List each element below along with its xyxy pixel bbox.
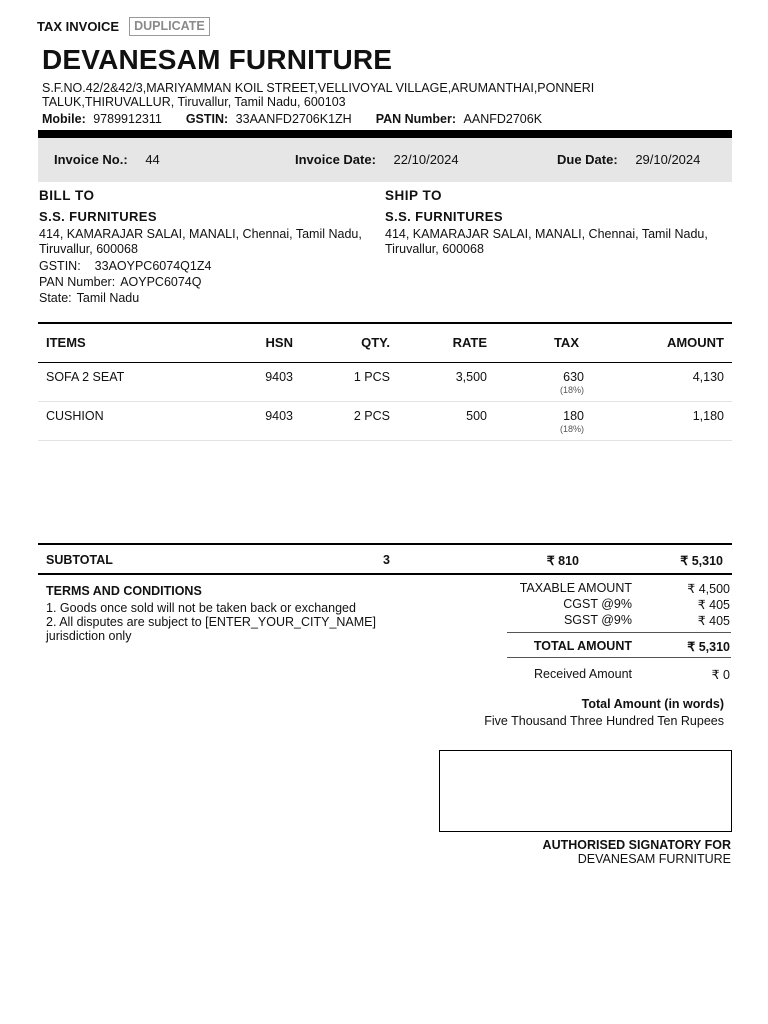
total-value: ₹ 5,310	[687, 640, 730, 654]
pan-value: AANFD2706K	[463, 112, 543, 126]
sgst-row	[480, 613, 732, 629]
bill-to-state-value: Tamil Nadu	[76, 291, 140, 305]
subtotal-qty: 3	[383, 553, 390, 567]
amount-in-words	[484, 696, 724, 730]
ship-to-section	[385, 188, 715, 258]
bill-to-address: 414, KAMARAJAR SALAI, MANALI, Chennai, Tamil Nadu, Tiruvallur, 600068	[39, 227, 362, 256]
bill-to-state	[39, 290, 369, 306]
summary-divider	[507, 632, 731, 633]
item-tax-value: 180	[563, 408, 584, 423]
bill-to-gstin-label: GSTIN:	[39, 259, 81, 273]
bill-to-pan-value: AOYPC6074Q	[120, 275, 202, 289]
table-row	[38, 401, 732, 440]
item-tax	[495, 362, 587, 401]
mobile-value: 9789912311	[93, 112, 162, 126]
signatory-company: DEVANESAM FURNITURE	[577, 852, 731, 866]
rate-header: RATE	[398, 323, 495, 362]
bill-to-name: S.S. FURNITURES	[39, 209, 157, 224]
sgst-value: ₹ 405	[697, 614, 730, 628]
bill-to-gstin-value: 33AOYPC6074Q1Z4	[94, 259, 212, 273]
pan-label: PAN Number:	[375, 112, 457, 126]
bill-to-state-label: State:	[39, 291, 72, 305]
subtotal-row	[38, 543, 732, 575]
item-tax-value: 630	[563, 369, 584, 384]
amount-in-words-value: Five Thousand Three Hundred Ten Rupees	[484, 714, 724, 728]
received-label: Received Amount	[534, 667, 632, 681]
item-rate: 500	[398, 401, 495, 440]
item-name: CUSHION	[38, 401, 243, 440]
signatory-label	[543, 838, 731, 866]
table-row	[38, 362, 732, 401]
cgst-label: CGST @9%	[563, 597, 632, 611]
invoice-number	[54, 152, 160, 167]
company-ids	[42, 112, 566, 126]
amount-header: AMOUNT	[587, 323, 732, 362]
received-row	[480, 667, 732, 683]
terms-section	[46, 584, 376, 643]
item-tax-percent: (18%)	[559, 384, 584, 395]
invoice-date-value: 22/10/2024	[393, 152, 459, 167]
item-amount: 1,180	[587, 401, 732, 440]
item-qty: 1 PCS	[301, 362, 398, 401]
subtotal-tax: ₹ 810	[546, 554, 579, 568]
invoice-number-label: Invoice No.:	[54, 152, 128, 167]
company-name: DEVANESAM FURNITURE	[42, 44, 393, 75]
ship-to-address: 414, KAMARAJAR SALAI, MANALI, Chennai, Tamil Nadu, Tiruvallur, 600068	[385, 227, 708, 256]
copy-badge: DUPLICATE	[129, 17, 210, 36]
taxable-label: TAXABLE AMOUNT	[519, 581, 632, 595]
mobile-label: Mobile:	[42, 112, 86, 126]
signatory-title: AUTHORISED SIGNATORY FOR	[542, 838, 731, 852]
invoice-meta-bar	[38, 138, 732, 182]
sgst-label: SGST @9%	[563, 613, 632, 627]
terms-line-2: 2. All disputes are subject to [ENTER_YOUR_CITY_NAME] jurisdiction only	[46, 615, 376, 643]
gstin-label: GSTIN:	[185, 112, 229, 126]
item-name: SOFA 2 SEAT	[38, 362, 243, 401]
document-header	[37, 16, 210, 36]
items-header-row	[38, 323, 732, 362]
invoice-date-label: Invoice Date:	[295, 152, 376, 167]
subtotal-label: SUBTOTAL	[46, 553, 113, 567]
tax-header: TAX	[495, 323, 587, 362]
cgst-row	[480, 597, 732, 613]
item-rate: 3,500	[398, 362, 495, 401]
subtotal-amount: ₹ 5,310	[680, 554, 723, 568]
header-divider	[38, 130, 732, 138]
document-type: TAX INVOICE	[37, 18, 120, 34]
item-hsn: 9403	[243, 362, 301, 401]
bill-to-gstin	[39, 258, 369, 274]
summary-divider	[507, 657, 731, 658]
gstin-value: 33AANFD2706K1ZH	[235, 112, 352, 126]
taxable-row	[480, 581, 732, 597]
item-hsn: 9403	[243, 401, 301, 440]
signature-box	[439, 750, 732, 832]
cgst-value: ₹ 405	[697, 598, 730, 612]
ship-to-name: S.S. FURNITURES	[385, 209, 503, 224]
item-qty: 2 PCS	[301, 401, 398, 440]
item-tax	[495, 401, 587, 440]
terms-line-1: 1. Goods once sold will not be taken back or exchanged	[46, 601, 356, 615]
ship-to-title: SHIP TO	[385, 188, 443, 203]
qty-header: QTY.	[301, 323, 398, 362]
invoice-date	[295, 152, 459, 167]
items-table	[38, 322, 732, 441]
hsn-header: HSN	[243, 323, 301, 362]
amount-in-words-label: Total Amount (in words)	[581, 697, 724, 711]
total-label: TOTAL AMOUNT	[533, 639, 632, 653]
due-date-label: Due Date:	[557, 152, 618, 167]
bill-to-section	[39, 188, 369, 306]
item-amount: 4,130	[587, 362, 732, 401]
bill-to-pan	[39, 274, 369, 290]
bill-to-title: BILL TO	[39, 188, 95, 203]
bill-to-pan-label: PAN Number:	[39, 275, 116, 289]
item-tax-percent: (18%)	[559, 423, 584, 434]
items-header: ITEMS	[38, 323, 243, 362]
due-date	[557, 152, 700, 167]
invoice-number-value: 44	[145, 152, 160, 167]
company-address: S.F.NO.42/2&42/3,MARIYAMMAN KOIL STREET,VELLIVOYAL VILLAGE,ARUMANTHAI,PONNERI TALUK,THIRUVALLUR, Tiruvallur, Tamil Nadu, 600103	[42, 81, 595, 109]
terms-title: TERMS AND CONDITIONS	[46, 584, 202, 598]
due-date-value: 29/10/2024	[635, 152, 701, 167]
taxable-value: ₹ 4,500	[687, 582, 730, 596]
received-value: ₹ 0	[711, 668, 730, 682]
